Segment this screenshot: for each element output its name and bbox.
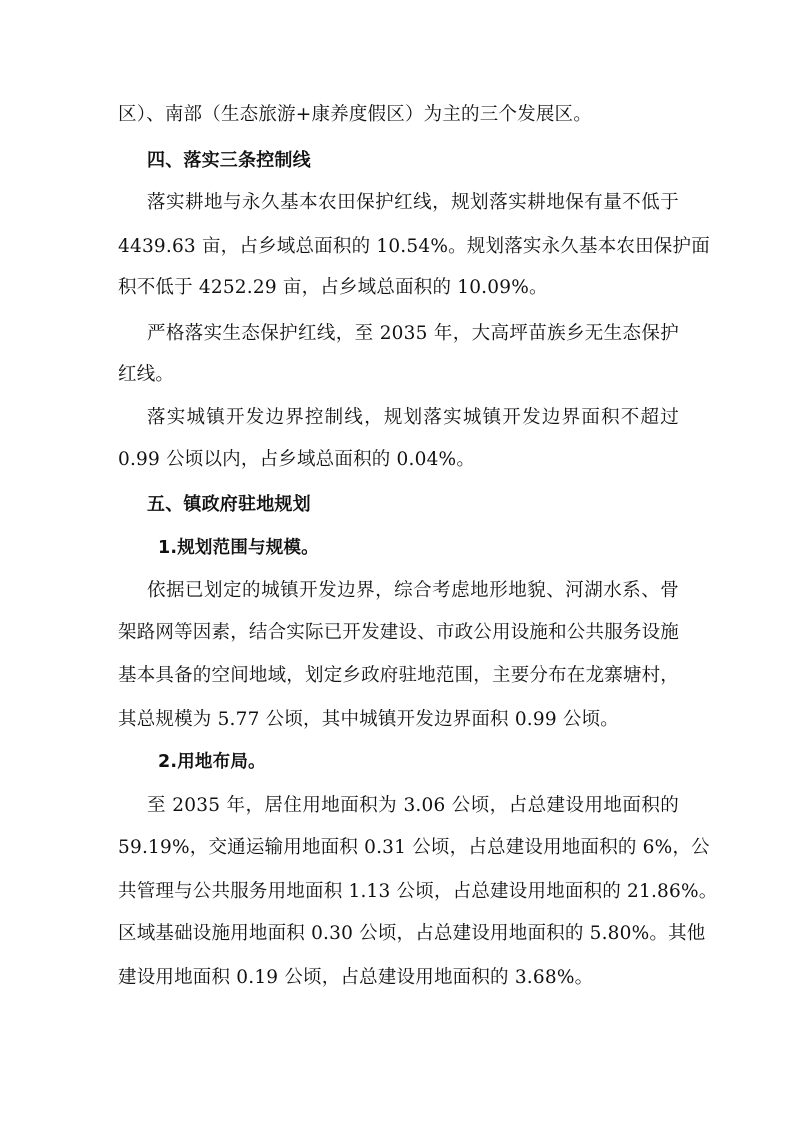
paragraph-line: 59.19%，交通运输用地面积 0.31 公顷，占总建设用地面积的 6%，公 [118, 837, 710, 858]
paragraph-line: 至 2035 年，居住用地面积为 3.06 公顷，占总建设用地面积的 [147, 795, 679, 816]
section-heading-four: 四、落实三条控制线 [147, 150, 311, 171]
section-heading-five: 五、镇政府驻地规划 [147, 494, 311, 515]
paragraph-line: 依据已划定的城镇开发边界，综合考虑地形地貌、河湖水系、骨 [147, 580, 679, 601]
paragraph-line: 0.99 公顷以内，占乡域总面积的 0.04%。 [118, 449, 476, 470]
paragraph-line: 共管理与公共服务用地面积 1.13 公顷，占总建设用地面积的 21.86%。 [118, 881, 718, 902]
subsection-heading-land-use: 2.用地布局。 [158, 752, 266, 772]
paragraph-line: 积不低于 4252.29 亩，占乡域总面积的 10.09%。 [118, 277, 548, 298]
paragraph-line: 红线。 [118, 364, 175, 385]
paragraph-line: 建设用地面积 0.19 公顷，占总建设用地面积的 3.68%。 [118, 967, 594, 988]
paragraph-line: 4439.63 亩，占乡域总面积的 10.54%。规划落实永久基本农田保护面 [118, 236, 710, 257]
subsection-heading-scope: 1.规划范围与规模。 [158, 538, 319, 558]
paragraph-line: 落实城镇开发边界控制线，规划落实城镇开发边界面积不超过 [147, 407, 679, 428]
paragraph-line: 架路网等因素，结合实际已开发建设、市政公用设施和公共服务设施 [118, 622, 680, 643]
paragraph-line: 落实耕地与永久基本农田保护红线，规划落实耕地保有量不低于 [147, 192, 679, 213]
paragraph-line: 其总规模为 5.77 公顷，其中城镇开发边界面积 0.99 公顷。 [118, 709, 620, 730]
paragraph-line: 区域基础设施用地面积 0.30 公顷，占总建设用地面积的 5.80%。其他 [118, 923, 706, 944]
paragraph-line: 严格落实生态保护红线，至 2035 年，大高坪苗族乡无生态保护 [147, 323, 679, 344]
paragraph-line: 基本具备的空间地域，划定乡政府驻地范围，主要分布在龙寨塘村， [118, 665, 680, 686]
paragraph-line: 区）、南部（生态旅游+康养度假区）为主的三个发展区。 [118, 104, 592, 125]
